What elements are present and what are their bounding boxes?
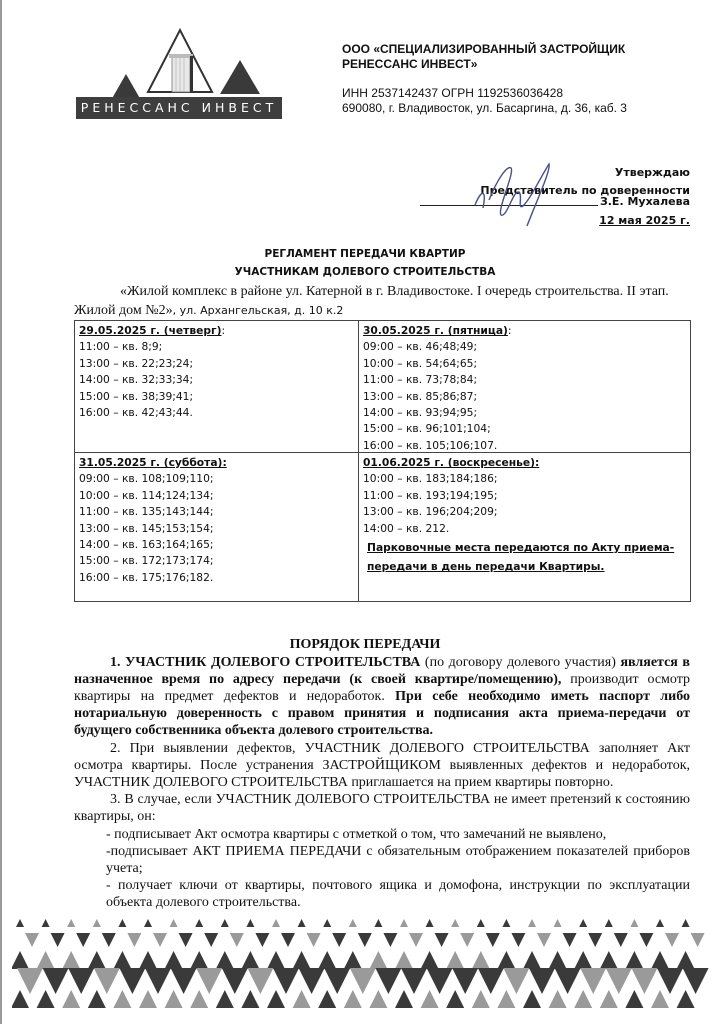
decor-triangle — [113, 951, 131, 969]
schedule-day-date: 30.05.2025 г. (пятница) — [363, 324, 508, 337]
decor-triangle — [222, 968, 248, 994]
decor-triangle — [683, 968, 709, 994]
schedule-slot: 15:00 – кв. 96;101;104; — [363, 422, 491, 436]
decor-triangle — [452, 968, 478, 994]
decor-triangle — [204, 933, 218, 947]
procedure-paragraph-1 — [74, 654, 690, 739]
schedule-day-cell — [359, 453, 690, 601]
logo-wordmark: РЕНЕССАНС ИНВЕСТ — [76, 97, 282, 119]
decor-triangle — [682, 919, 690, 927]
decor-triangle — [401, 968, 427, 994]
decor-triangle — [350, 968, 376, 994]
p1-normal-part: (по договору долевого участия) — [420, 655, 621, 670]
company-name-line-2: РЕНЕССАНС ИНВЕСТ» — [342, 57, 478, 71]
decor-triangle — [606, 968, 632, 994]
decor-triangle — [477, 919, 485, 927]
procedure-paragraph-3: 3. В случае, если УЧАСТНИК ДОЛЕВОГО СТРОИТЕЛЬСТВА не имеет претензий к состоянию квартиры, он: — [74, 792, 690, 824]
schedule-day-date: 31.05.2025 г. (суббота): — [79, 456, 227, 469]
decor-triangle — [657, 968, 683, 994]
signature-stroke — [475, 164, 549, 226]
approval-title: Утверждаю — [614, 166, 690, 179]
decor-triangle — [230, 933, 244, 947]
decor-triangle — [344, 951, 362, 969]
decor-triangle — [537, 933, 551, 947]
schedule-slot: 15:00 – кв. 38;39;41; — [79, 389, 194, 403]
schedule-slot: 15:00 – кв. 172;173;174; — [79, 554, 214, 568]
decor-triangle — [600, 951, 618, 969]
schedule-slot: 10:00 – кв. 183;184;186; — [363, 472, 498, 486]
decor-triangle — [165, 990, 183, 1008]
decor-triangle — [497, 951, 515, 969]
logo-column — [172, 56, 190, 92]
decor-triangle — [67, 919, 75, 927]
decor-triangle — [88, 951, 106, 969]
decor-triangle — [62, 990, 80, 1008]
schedule-slot: 14:00 – кв. 93;94;95; — [363, 406, 478, 420]
decor-triangle — [307, 933, 321, 947]
decor-triangle — [588, 933, 602, 947]
decor-triangle — [528, 919, 536, 927]
decor-triangle — [472, 990, 490, 1008]
decor-triangle — [25, 933, 39, 947]
triangle-pattern-icon — [12, 915, 712, 1015]
decor-triangle — [554, 919, 562, 927]
decor-triangle — [37, 951, 55, 969]
p1-bold-part: При себе необходимо иметь паспорт либо нотариальную доверенность с правом принятия и подписания акта приема-передачи от будущего собственника объекта долевого строительства. — [74, 689, 691, 738]
decor-triangle — [241, 951, 259, 969]
decor-triangle — [51, 933, 65, 947]
schedule-slot: 11:00 – кв. 73;78;84; — [363, 373, 478, 387]
decor-triangle — [369, 951, 387, 969]
decor-triangle — [665, 933, 679, 947]
decor-triangle — [478, 968, 504, 994]
decor-triangle — [574, 990, 592, 1008]
company-details — [342, 86, 627, 116]
decor-triangle — [605, 919, 613, 927]
decor-triangle — [190, 990, 208, 1008]
decor-triangle — [555, 968, 581, 994]
decor-triangle — [281, 933, 295, 947]
decor-triangle — [88, 990, 106, 1008]
decor-triangle — [139, 990, 157, 1008]
approval-date: 12 мая 2025 г. — [599, 214, 690, 227]
procedure-bullet: -подписывает АКТ ПРИЕМА ПЕРЕДАЧИ с обязательным отображением показателей приборов учета; — [106, 844, 690, 876]
decor-triangle — [486, 933, 500, 947]
decor-triangle — [614, 933, 628, 947]
p1-bold-part: является в назначенное время по адресу передачи (к своей квартире/помещению), — [74, 655, 690, 687]
decor-triangle — [579, 919, 587, 927]
decor-triangle — [62, 951, 80, 969]
schedule-slot: 11:00 – кв. 8;9; — [79, 340, 163, 354]
decor-triangle — [17, 968, 43, 994]
decor-triangle — [344, 990, 362, 1008]
decor-triangle — [267, 990, 285, 1008]
schedule-day-cell — [75, 453, 359, 601]
decor-triangle — [677, 990, 695, 1008]
decor-triangle — [446, 951, 464, 969]
decor-triangle — [139, 951, 157, 969]
decor-triangle — [446, 990, 464, 1008]
decor-triangle — [349, 919, 357, 927]
decor-triangle — [639, 933, 653, 947]
schedule-slot: 14:00 – кв. 32;33;34; — [79, 373, 194, 387]
decor-triangle — [170, 919, 178, 927]
company-name — [342, 42, 625, 72]
p1-normal-part: производит осмотр квартиры на предмет дефектов и недоработок. — [74, 672, 690, 704]
decor-triangle — [293, 951, 311, 969]
decor-triangle — [272, 919, 280, 927]
decor-triangle — [460, 933, 474, 947]
schedule-slot: 16:00 – кв. 105;106;107. — [363, 438, 498, 452]
decor-triangle — [113, 990, 131, 1008]
p1-bold-part: 1. УЧАСТНИК ДОЛЕВОГО СТРОИТЕЛЬСТВА — [110, 655, 421, 670]
schedule-slot: 13:00 – кв. 145;153;154; — [79, 521, 214, 535]
project-description — [74, 282, 694, 320]
decor-triangle — [153, 933, 167, 947]
schedule-slot: 14:00 – кв. 212. — [363, 521, 450, 535]
schedule-day-cell — [75, 321, 359, 453]
regulation-title-line-2: УЧАСТНИКАМ ДОЛЕВОГО СТРОИТЕЛЬСТВА — [234, 266, 496, 278]
decor-triangle — [255, 933, 269, 947]
regulation-title-line-1: РЕГЛАМЕНТ ПЕРЕДАЧИ КВАРТИР — [264, 248, 466, 260]
schedule-slot: 14:00 – кв. 163;164;165; — [79, 538, 214, 552]
company-name-line-1: ООО «СПЕЦИАЛИЗИРОВАННЫЙ ЗАСТРОЙЩИК — [342, 42, 626, 56]
schedule-slot: 13:00 – кв. 85;86;87; — [363, 389, 478, 403]
logo-right-triangle — [220, 60, 260, 94]
decor-triangle — [37, 990, 55, 1008]
decor-triangle — [677, 951, 695, 969]
company-registration: ИНН 2537142437 ОГРН 1192536036428 — [342, 86, 564, 100]
decor-triangle — [216, 990, 234, 1008]
decor-triangle — [651, 951, 669, 969]
procedure-bullet: - получает ключи от квартиры, почтового ящика и домофона, инструкции по эксплуатации объекта долевого строительства. — [106, 878, 690, 910]
decor-triangle — [293, 990, 311, 1008]
procedure-bullet: - подписывает Акт осмотра квартиры с отметкой о том, что замечаний не выявлено, — [106, 827, 607, 842]
decor-triangle — [523, 990, 541, 1008]
decor-triangle — [435, 933, 449, 947]
decor-triangle — [358, 933, 372, 947]
decor-triangle — [318, 951, 336, 969]
decor-triangle — [409, 933, 423, 947]
decor-triangle — [76, 933, 90, 947]
project-address: , ул. Архангельская, д. 10 к.2 — [172, 304, 344, 317]
decor-triangle — [631, 968, 657, 994]
schedule-slot: 10:00 – кв. 54;64;65; — [363, 356, 478, 370]
day-suffix: : — [221, 324, 226, 337]
decor-triangle — [523, 951, 541, 969]
decor-triangle — [549, 990, 567, 1008]
decor-triangle — [171, 968, 197, 994]
decor-triangle — [42, 919, 50, 927]
decor-triangle — [195, 919, 203, 927]
decor-triangle — [421, 951, 439, 969]
decor-triangle — [190, 951, 208, 969]
decor-triangle — [600, 990, 618, 1008]
decor-triangle — [630, 919, 638, 927]
parking-note: Парковочные места передаются по Акту приема-передачи в день передачи Квартиры. — [367, 541, 675, 574]
day-suffix: : — [507, 324, 512, 337]
decor-triangle — [93, 919, 101, 927]
decor-triangle — [511, 933, 525, 947]
project-name: «Жилой комплекс в районе ул. Катерной в г. Владивостоке. I очередь строительства. II этап. Жилой дом №2» — [74, 284, 669, 318]
schedule-day-date: 01.06.2025 г. (воскресенье): — [363, 456, 540, 469]
logo-column-capital — [169, 54, 193, 58]
decor-triangle — [241, 990, 259, 1008]
decor-triangle — [323, 919, 331, 927]
schedule-slot: 11:00 – кв. 135;143;144; — [79, 505, 214, 519]
decor-triangle — [196, 968, 222, 994]
decor-triangle — [246, 919, 254, 927]
decor-triangle — [426, 919, 434, 927]
decor-triangle — [502, 919, 510, 927]
decor-triangle — [299, 968, 325, 994]
schedule-slot: 10:00 – кв. 114;124;134; — [79, 488, 214, 502]
schedule-slot: 09:00 – кв. 46;48;49; — [363, 340, 478, 354]
decor-triangle — [324, 968, 350, 994]
decor-triangle — [318, 990, 336, 1008]
decor-triangle — [400, 919, 408, 927]
approver-name: З.Е. Мухалева — [599, 195, 690, 208]
decor-triangle — [221, 919, 229, 927]
decor-triangle — [102, 933, 116, 947]
decor-triangle — [574, 951, 592, 969]
decor-triangle — [451, 919, 459, 927]
decor-triangle — [369, 990, 387, 1008]
decor-triangle — [383, 933, 397, 947]
decor-triangle — [16, 919, 24, 927]
decor-triangle — [549, 951, 567, 969]
decor-triangle — [43, 968, 69, 994]
decor-triangle — [12, 990, 29, 1008]
decor-triangle — [267, 951, 285, 969]
decor-triangle — [118, 919, 126, 927]
decor-triangle — [563, 933, 577, 947]
schedule-slot: 16:00 – кв. 42;43;44. — [79, 406, 193, 420]
decor-triangle — [273, 968, 299, 994]
decor-triangle — [179, 933, 193, 947]
decor-triangle — [145, 968, 171, 994]
decor-triangle — [165, 951, 183, 969]
decor-triangle — [503, 968, 529, 994]
decor-triangle — [375, 968, 401, 994]
company-address: 690080, г. Владивосток, ул. Басаргина, д. 36, каб. 3 — [342, 101, 627, 115]
decor-triangle — [119, 968, 145, 994]
decor-triangle — [529, 968, 555, 994]
decor-triangle — [656, 919, 664, 927]
schedule-slot: 13:00 – кв. 196;204;209; — [363, 505, 498, 519]
schedule-slot: 16:00 – кв. 175;176;182. — [79, 570, 214, 584]
decor-triangle — [691, 933, 705, 947]
decor-triangle — [298, 919, 306, 927]
schedule-day-cell — [359, 321, 690, 453]
schedule-slot: 13:00 – кв. 22;23;24; — [79, 356, 194, 370]
decor-triangle — [127, 933, 141, 947]
decor-triangle — [94, 968, 120, 994]
schedule-slot: 09:00 – кв. 108;109;110; — [79, 472, 214, 486]
decor-triangle — [395, 951, 413, 969]
decor-triangle — [144, 919, 152, 927]
decor-triangle — [651, 990, 669, 1008]
approval-role: Представитель по доверенности — [480, 184, 690, 197]
decor-triangle — [216, 951, 234, 969]
schedule-slot: 11:00 – кв. 193;194;195; — [363, 488, 498, 502]
procedure-paragraph-2: 2. При выявлении дефектов, УЧАСТНИК ДОЛЕВОГО СТРОИТЕЛЬСТВА заполняет Акт осмотра квартиры. После устранения ЗАСТРОЙЩИКОМ выявленных дефектов и недоработок, УЧАСТНИК ДОЛЕВОГО СТРОИТЕЛЬСТВА приглашается на прием квартиры повторно. — [74, 741, 690, 790]
schedule-day-date: 29.05.2025 г. (четверг) — [79, 324, 222, 337]
procedure-title: ПОРЯДОК ПЕРЕДАЧИ — [289, 637, 441, 652]
decor-triangle — [421, 990, 439, 1008]
decor-triangle — [625, 951, 643, 969]
decor-triangle — [332, 933, 346, 947]
decor-triangle — [395, 990, 413, 1008]
decor-triangle — [625, 990, 643, 1008]
decor-triangle — [68, 968, 94, 994]
decor-triangle — [247, 968, 273, 994]
decor-triangle — [427, 968, 453, 994]
handover-schedule-table — [74, 320, 691, 602]
decor-triangle — [12, 951, 29, 969]
decor-triangle — [472, 951, 490, 969]
decor-triangle — [374, 919, 382, 927]
decor-triangle — [497, 990, 515, 1008]
decor-triangle — [580, 968, 606, 994]
signature-icon — [467, 160, 567, 230]
